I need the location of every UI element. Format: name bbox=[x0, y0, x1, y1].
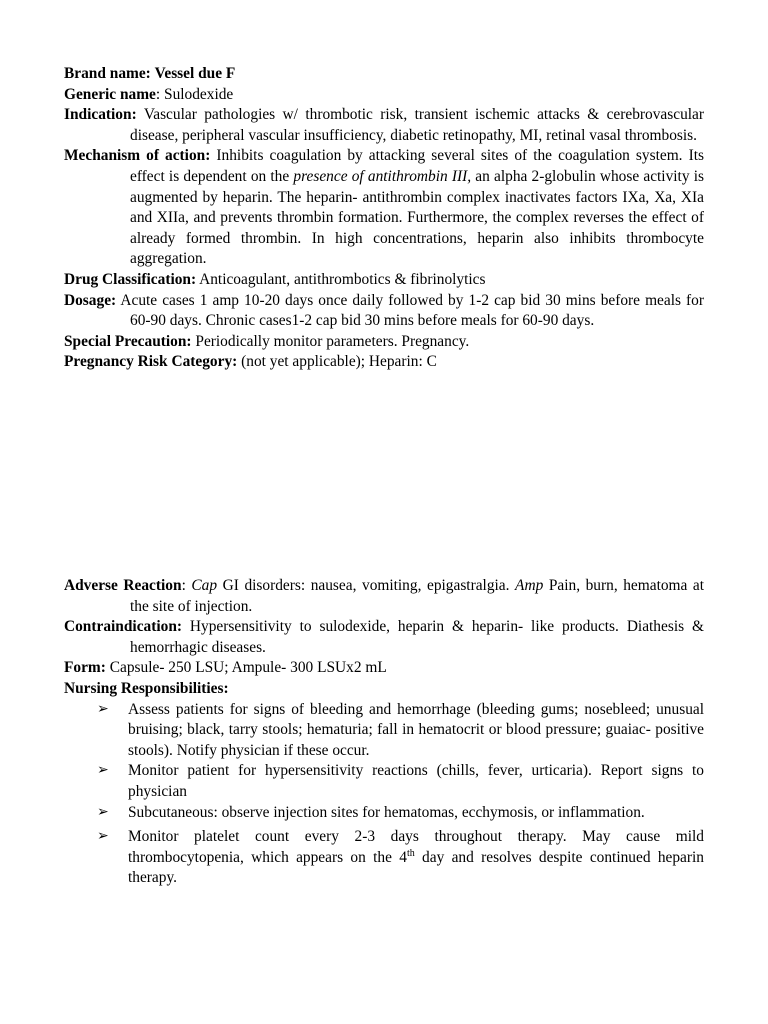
contraindication-row bbox=[64, 617, 704, 658]
adverse-colon: : bbox=[181, 577, 192, 594]
dosage-row bbox=[64, 291, 704, 332]
arrow-bullet-icon: ➢ bbox=[97, 701, 109, 717]
nursing-item-3: Subcutaneous: observe injection sites for hematomas, ecchymosis, or inflammation. bbox=[128, 803, 645, 821]
indication-row bbox=[64, 105, 704, 146]
classification-row bbox=[64, 270, 704, 291]
brand-name-value: Vessel due F bbox=[154, 65, 236, 82]
brand-name-label: Brand name: bbox=[64, 65, 151, 82]
precaution-label: Special Precaution: bbox=[64, 332, 192, 350]
contraindication-label: Contraindication: bbox=[64, 618, 182, 636]
pregnancy-value: (not yet applicable); Heparin: C bbox=[241, 353, 437, 371]
indication-label: Indication: bbox=[64, 106, 137, 124]
mechanism-label: Mechanism of action: bbox=[64, 147, 211, 165]
nursing-item-4-text-end: day and resolves despite continued heparin therapy. bbox=[128, 848, 704, 887]
form-value: Capsule- 250 LSU; Ampule- 300 LSUx2 mL bbox=[109, 659, 387, 677]
mechanism-row bbox=[64, 146, 704, 270]
list-item bbox=[64, 761, 704, 802]
adverse-row bbox=[64, 576, 704, 617]
adverse-cap: Cap bbox=[191, 577, 218, 594]
nursing-heading bbox=[64, 679, 704, 700]
dosage-value: Acute cases 1 amp 10-20 days once daily followed by 1-2 cap bid 30 mins before meals for 60-90 days. Chronic cases1-2 cap bid 30 mins before meals for 60-90 days. bbox=[120, 291, 704, 330]
classification-label: Drug Classification: bbox=[64, 270, 197, 288]
arrow-bullet-icon: ➢ bbox=[97, 829, 109, 845]
adverse-cap-text: GI disorders: nausea, vomiting, epigastralgia. bbox=[217, 577, 516, 594]
contraindication-value: Hypersensitivity to sulodexide, heparin & heparin- like products. Diathesis & hemorrhagic diseases. bbox=[130, 618, 704, 656]
classification-value: Anticoagulant, antithrombotics & fibrinolytics bbox=[199, 270, 486, 288]
adverse-amp-text: Pain, burn, hematoma at the site of injection. bbox=[130, 577, 705, 615]
nursing-item-2: Monitor patient for hypersensitivity reactions (chills, fever, urticaria). Report signs to physician bbox=[128, 762, 704, 800]
nursing-item-4-text: Monitor platelet count every 2-3 days throughout therapy. May cause mild thrombocytopenia, which appears on the 4 bbox=[128, 828, 704, 866]
adverse-label: Adverse Reaction bbox=[64, 577, 182, 594]
pregnancy-row bbox=[64, 352, 704, 373]
adverse-amp: Amp bbox=[515, 577, 544, 594]
precaution-row bbox=[64, 332, 704, 353]
form-label: Form: bbox=[64, 659, 106, 677]
brand-name-row bbox=[64, 64, 704, 85]
generic-name-row bbox=[64, 85, 704, 106]
drug-info-top bbox=[64, 64, 704, 373]
nursing-item-1: Assess patients for signs of bleeding and hemorrhage (bleeding gums; nosebleed; unusual bruising; black, tarry stools; hematuria; fall in hematocrit or blood pressure; guaiac- positive stools). Notify physician if these occur. bbox=[128, 700, 704, 759]
pregnancy-label: Pregnancy Risk Category: bbox=[64, 353, 238, 371]
mechanism-italic: presence of antithrombin III, bbox=[293, 167, 472, 185]
list-item bbox=[64, 827, 704, 889]
generic-name-value: : Sulodexide bbox=[155, 85, 234, 103]
mechanism-text-2: an alpha 2-globulin whose activity is augmented by heparin. The heparin- antithrombin complex inactivates factors IXa, Xa, XIa and XIIa, and prevents thrombin formation. Furthermore, the complex reverses the effect of already formed thrombin. In high concentrations, heparin also inhibits thrombocyte aggregation. bbox=[130, 167, 704, 268]
nursing-label: Nursing Responsibilities: bbox=[64, 679, 229, 697]
list-item bbox=[64, 700, 704, 762]
arrow-bullet-icon: ➢ bbox=[97, 763, 109, 779]
arrow-bullet-icon: ➢ bbox=[97, 804, 109, 820]
precaution-value: Periodically monitor parameters. Pregnancy. bbox=[195, 332, 470, 350]
form-row bbox=[64, 658, 704, 679]
list-item bbox=[64, 803, 704, 824]
nursing-list bbox=[64, 700, 704, 889]
drug-info-bottom bbox=[64, 576, 704, 889]
mechanism-text-1: Inhibits coagulation by attacking several sites of the coagulation system. Its effect is dependent on the bbox=[130, 147, 704, 185]
indication-value: Vascular pathologies w/ thrombotic risk, transient ischemic attacks & cerebrovascular disease, peripheral vascular insufficiency, diabetic retinopathy, MI, retinal vasal thrombosis. bbox=[130, 106, 704, 144]
nursing-item-4-sup: th bbox=[406, 847, 415, 859]
generic-name-label: Generic name bbox=[64, 85, 156, 103]
dosage-label: Dosage: bbox=[64, 291, 117, 309]
